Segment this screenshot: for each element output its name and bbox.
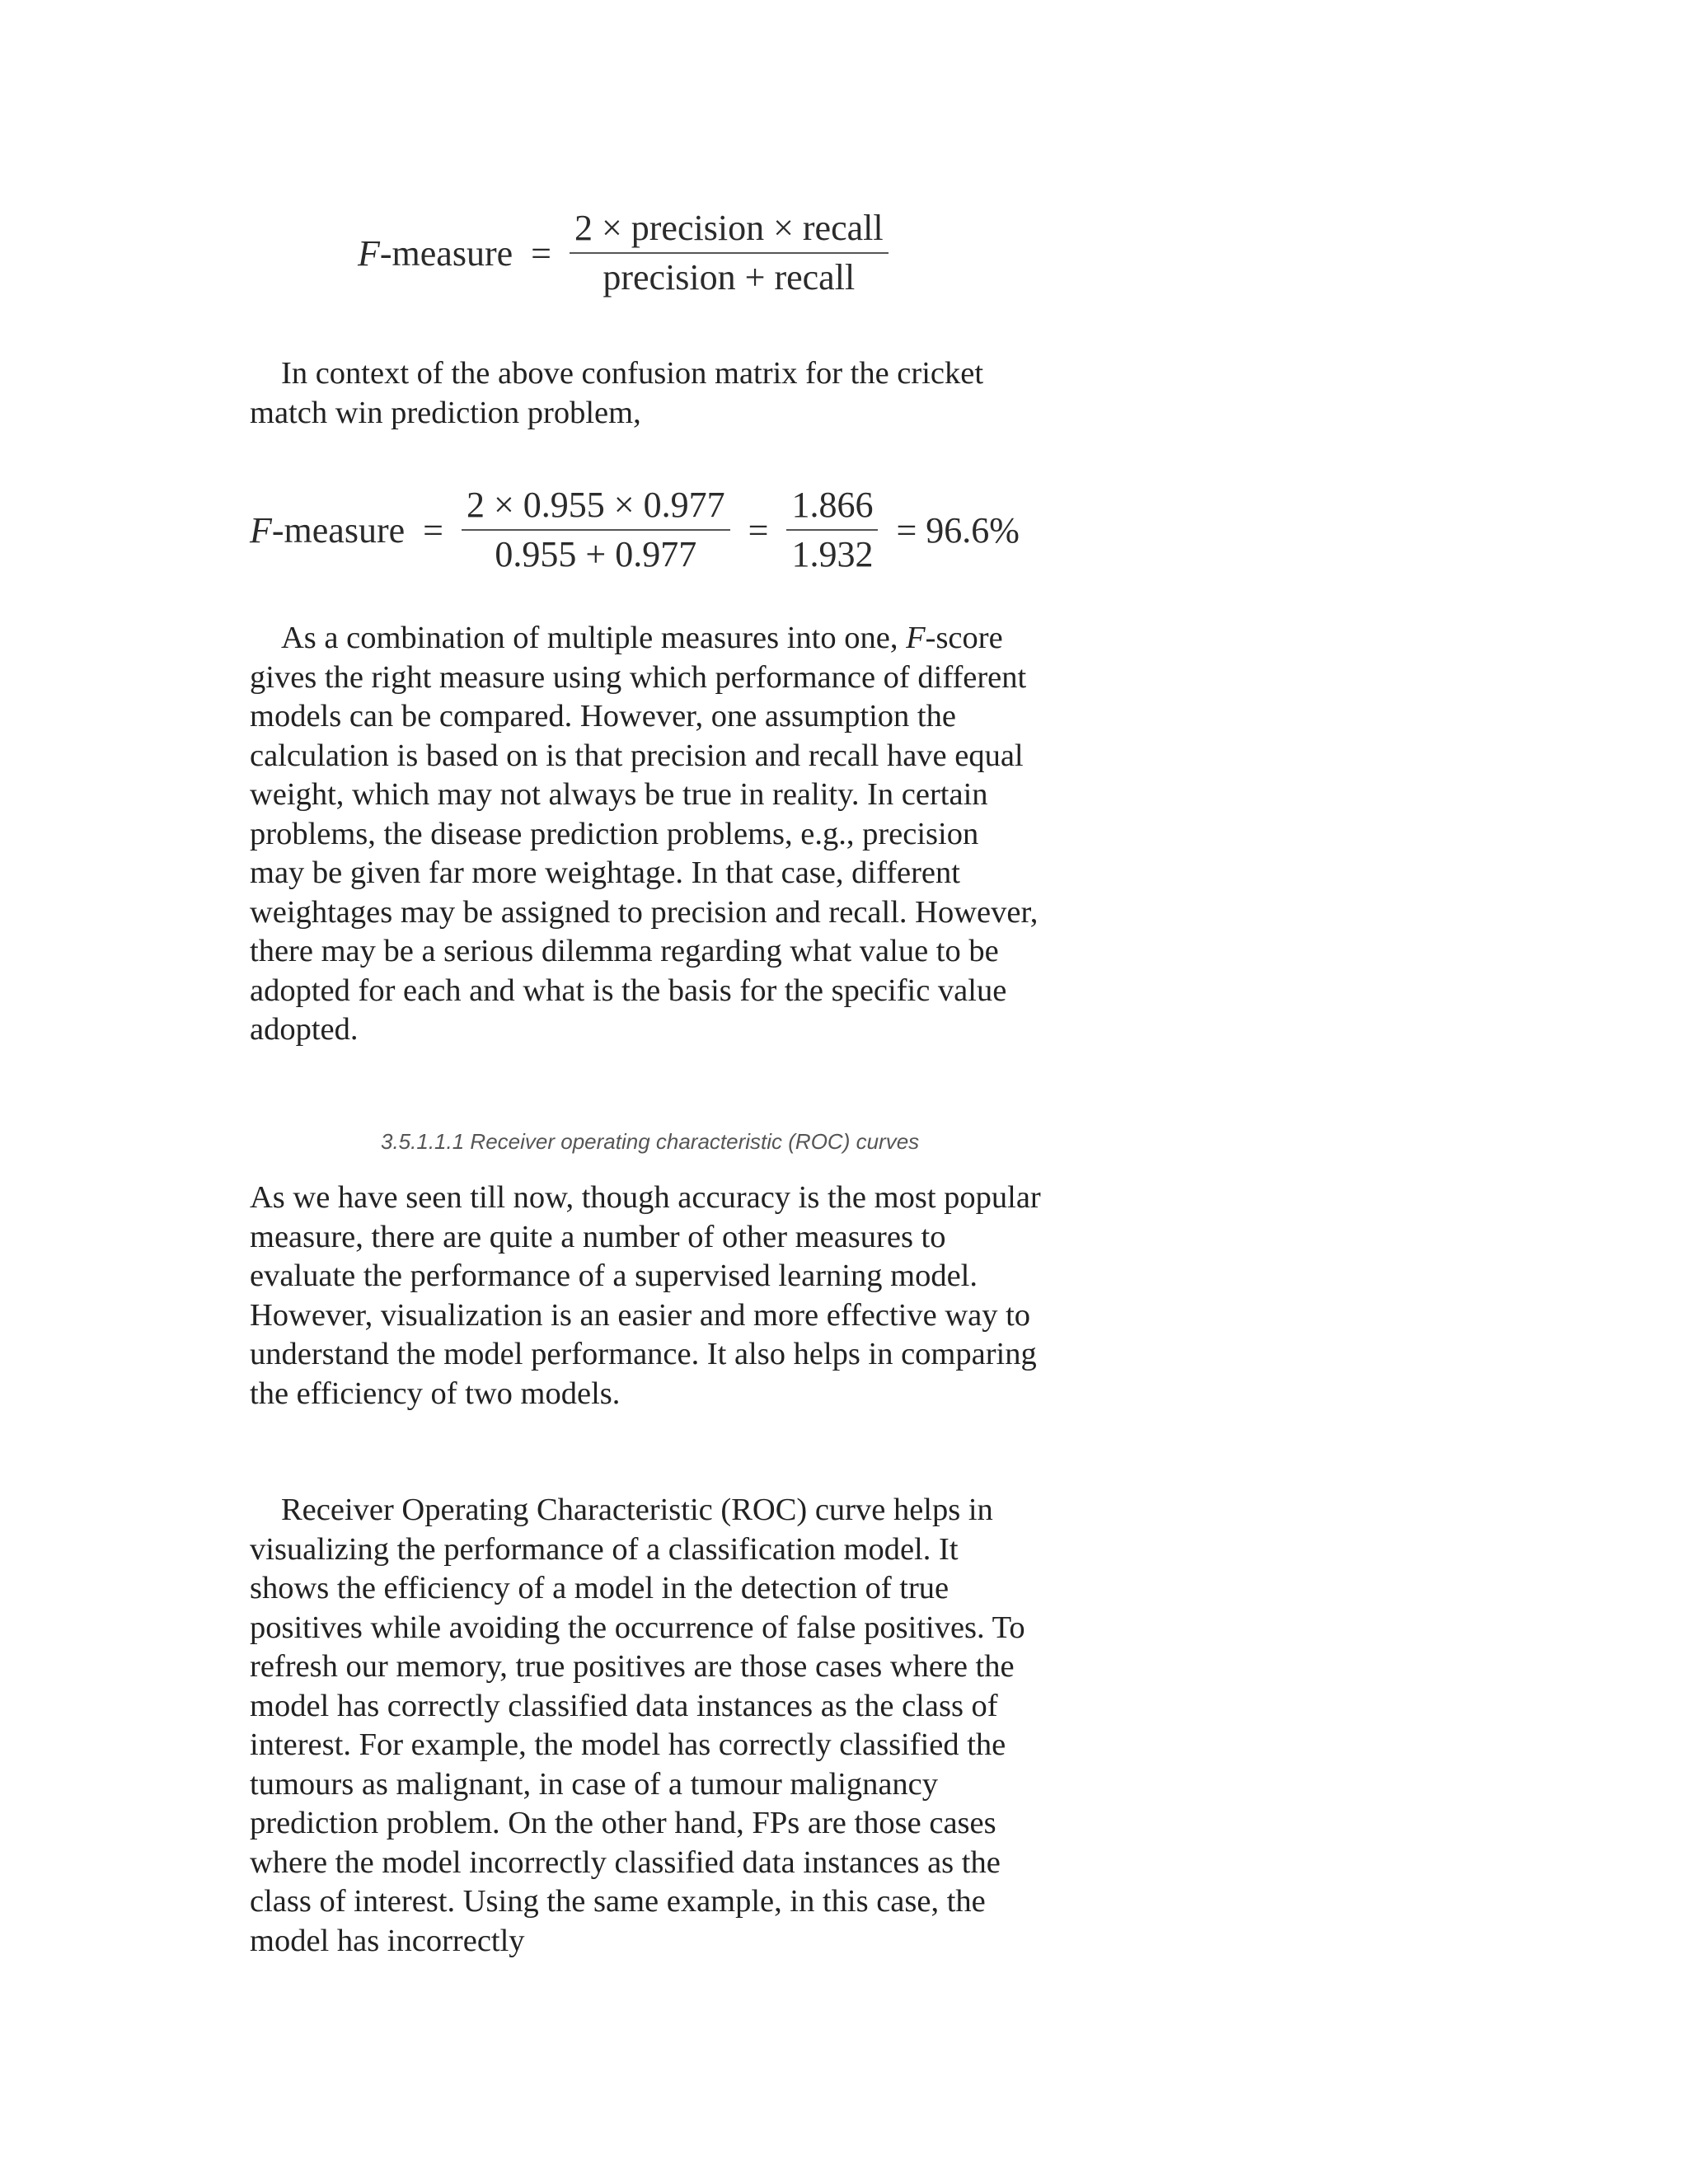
fscore-paragraph-start: As a combination of multiple measures into one, [281, 621, 907, 655]
context-paragraph [250, 354, 1041, 433]
computed-denominator-1: 0.955 + 0.977 [495, 534, 697, 574]
f-measure-formula [358, 204, 889, 302]
computed-denominator-2: 1.932 [791, 534, 874, 574]
fscore-paragraph [250, 619, 1041, 1050]
computed-equals-2: = [748, 509, 769, 551]
computed-result: = 96.6% [896, 509, 1020, 551]
fscore-paragraph-rest: -score gives the right measure using which performance of different models can be compared. However, one assumption the calculation is based on is that precision and recall have equal weight, which may not always be true in reality. In certain problems, the disease prediction problems, e.g., precision may be given far more weightage. In that case, different weightages may be assigned to precision and recall. However, there may be a serious dilemma regarding what value to be adopted for each and what is the basis for the specific value adopted. [250, 621, 1039, 1047]
f-measure-computed-formula [250, 481, 1020, 579]
formula-lhs [358, 232, 513, 274]
computed-lhs-rest: -measure [271, 509, 406, 551]
computed-fraction-1 [462, 481, 730, 579]
computed-lhs [250, 509, 405, 551]
formula-fraction [570, 204, 889, 302]
section-heading: 3.5.1.1.1 Receiver operating characteristic (ROC) curves [381, 1129, 920, 1154]
formula-denominator: precision + recall [603, 257, 856, 298]
accuracy-paragraph: As we have seen till now, though accuracy is the most popular measure, there are quite a number of other measures to evaluate the performance of a supervised learning model. However, visualization is an easier and more effective way to understand the model performance. It also helps in comparing the efficiency of two models. [250, 1180, 1041, 1411]
fscore-paragraph-italic: F [906, 621, 926, 655]
formula-lhs-rest: -measure [379, 232, 513, 274]
computed-numerator-1: 2 × 0.955 × 0.977 [466, 485, 725, 525]
formula-lhs-italic: F [358, 232, 380, 274]
computed-lhs-italic: F [250, 509, 272, 551]
computed-numerator-2: 1.866 [791, 485, 874, 525]
computed-fraction-2 [786, 481, 878, 579]
roc-paragraph-text: Receiver Operating Characteristic (ROC) curve helps in visualizing the performance of a classification model. It shows the efficiency of a model in the detection of true positives while avoiding the occurrence of false positives. To refresh our memory, true positives are those cases where the model has correctly classified data instances as the class of interest. For example, the model has correctly classified the tumours as malignant, in case of a tumour malignancy prediction problem. On the other hand, FPs are those cases where the model incorrectly classified data instances as the class of interest. Using the same example, in this case, the model has incorrectly [250, 1493, 1025, 1958]
computed-equals-1: = [423, 509, 443, 551]
roc-paragraph [250, 1491, 1041, 1961]
formula-equals: = [531, 232, 551, 274]
formula-numerator: 2 × precision × recall [574, 208, 884, 248]
context-paragraph-text: In context of the above confusion matrix for the cricket match win prediction problem, [250, 356, 984, 430]
